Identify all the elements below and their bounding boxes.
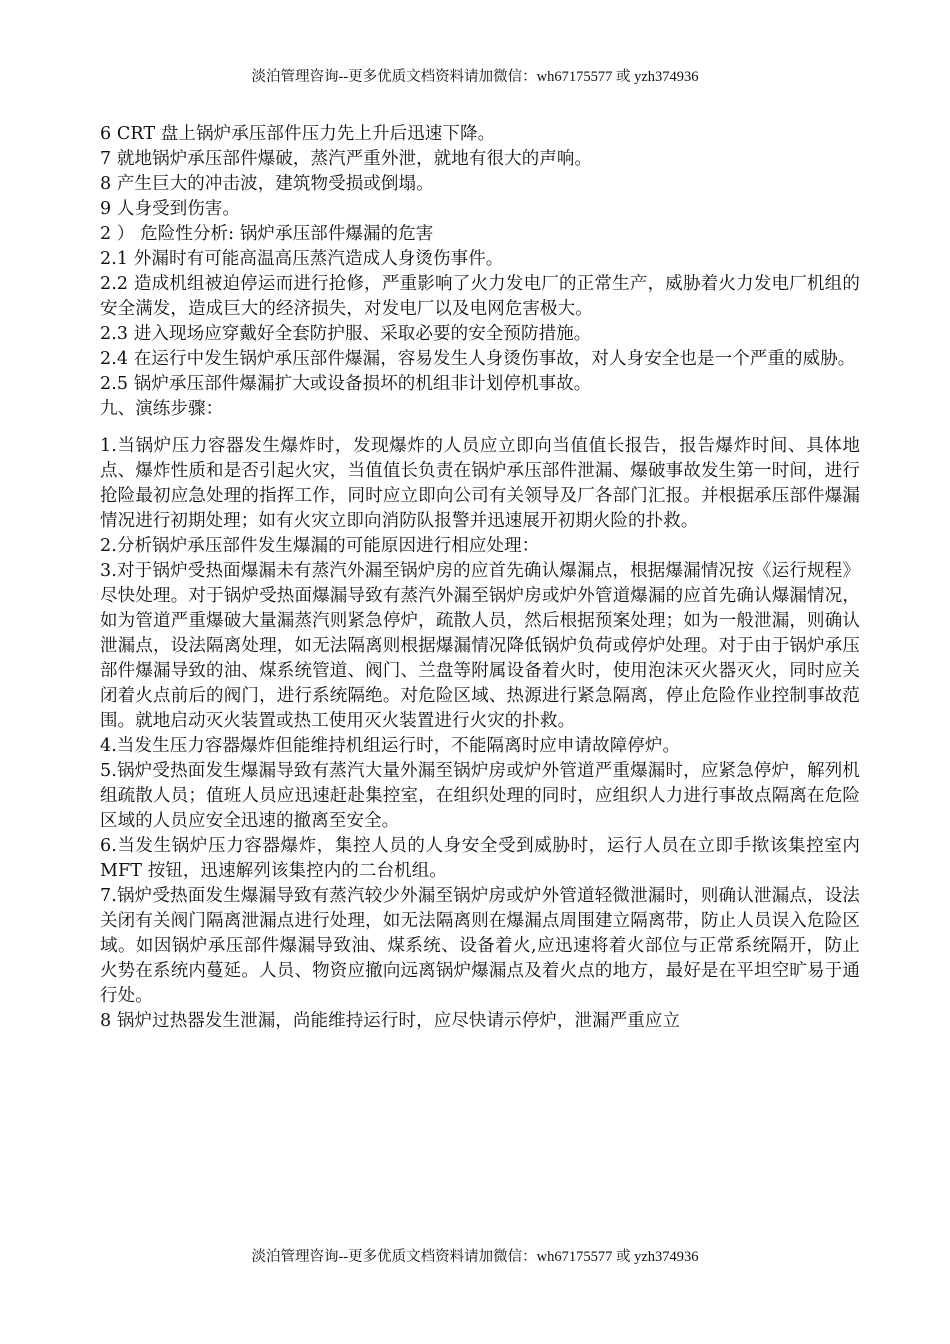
step-paragraph: 8 锅炉过热器发生泄漏，尚能维持运行时，应尽快请示停炉，泄漏严重应立 [100, 1011, 681, 1031]
section-heading: 2 ） 危险性分析: 锅炉承压部件爆漏的危害 [100, 224, 434, 244]
paragraph: 7 就地锅炉承压部件爆破，蒸汽严重外泄，就地有很大的声响。 [100, 149, 593, 169]
paragraph: 9 人身受到伤害。 [100, 199, 241, 219]
section-heading: 九、演练步骤： [100, 399, 224, 419]
spacer [100, 422, 860, 434]
paragraph: 6 CRT 盘上锅炉承压部件压力先上升后迅速下降。 [100, 124, 496, 144]
paragraph: 2.5 锅炉承压部件爆漏扩大或设备损坏的机组非计划停机事故。 [100, 374, 592, 394]
step-paragraph: 1.当锅炉压力容器发生爆炸时，发现爆炸的人员应立即向当值值长报告，报告爆炸时间、具体地点、爆炸性质和是否引起火灾，当值值长负责在锅炉承压部件泄漏、爆破事故发生第一时间，进行抢险最初应急处理的指挥工作，同时应立即向公司有关领导及厂各部门汇报。并根据承压部件爆漏情况进行初期处理；如有火灾立即向消防队报警并迅速展开初期火险的扑救。 [100, 436, 860, 531]
paragraph: 2.4 在运行中发生锅炉承压部件爆漏，容易发生人身烫伤事故，对人身安全也是一个严重的威胁。 [100, 349, 856, 369]
step-paragraph: 5.锅炉受热面发生爆漏导致有蒸汽大量外漏至锅炉房或炉外管道严重爆漏时，应紧急停炉，解列机组疏散人员；值班人员应迅速赶赴集控室，在组织处理的同时，应组织人力进行事故点隔离在危险区域的人员应安全迅速的撤离至安全。 [100, 761, 860, 831]
step-paragraph: 4.当发生压力容器爆炸但能维持机组运行时，不能隔离时应申请故障停炉。 [100, 736, 681, 756]
step-paragraph: 7.锅炉受热面发生爆漏导致有蒸汽较少外漏至锅炉房或炉外管道轻微泄漏时，则确认泄漏点，设法关闭有关阀门隔离泄漏点进行处理，如无法隔离则在爆漏点周围建立隔离带，防止人员误入危险区域。如因锅炉承压部件爆漏导致油、煤系统、设备着火,应迅速将着火部位与正常系统隔开，防止火势在系统内蔓延。人员、物资应撤向远离锅炉爆漏点及着火点的地方，最好是在平坦空旷易于通行处。 [100, 886, 860, 1006]
paragraph: 8 产生巨大的冲击波，建筑物受损或倒塌。 [100, 174, 434, 194]
step-paragraph: 6.当发生锅炉压力容器爆炸，集控人员的人身安全受到威胁时，运行人员在立即手揿该集控室内 MFT 按钮，迅速解列该集控内的二台机组。 [100, 836, 860, 881]
paragraph: 2.1 外漏时有可能高温高压蒸汽造成人身烫伤事件。 [100, 249, 504, 269]
paragraph: 2.2 造成机组被迫停运而进行抢修，严重影响了火力发电厂的正常生产，威胁着火力发电厂机组的安全满发，造成巨大的经济损失，对发电厂以及电网危害极大。 [100, 274, 860, 319]
page-footer: 淡泊管理咨询--更多优质文档资料请加微信：wh67175577 或 yzh374936 [251, 1249, 699, 1265]
page-header: 淡泊管理咨询--更多优质文档资料请加微信：wh67175577 或 yzh374936 [251, 69, 699, 85]
step-paragraph: 3.对于锅炉受热面爆漏未有蒸汽外漏至锅炉房的应首先确认爆漏点，根据爆漏情况按《运行规程》尽快处理。对于锅炉受热面爆漏导致有蒸汽外漏至锅炉房或炉外管道爆漏的应首先确认爆漏情况，如为管道严重爆破大量漏蒸汽则紧急停炉，疏散人员，然后根据预案处理；如为一般泄漏，则确认泄漏点，设法隔离处理，如无法隔离则根据爆漏情况降低锅炉负荷或停炉处理。对于由于锅炉承压部件爆漏导致的油、煤系统管道、阀门、兰盘等附属设备着火时，使用泡沫灭火器灭火，同时应关闭着火点前后的阀门，进行系统隔绝。对危险区域、热源进行紧急隔离，停止危险作业控制事故范围。就地启动灭火装置或热工使用灭火装置进行火灾的扑救。 [100, 561, 860, 731]
step-paragraph: 2.分析锅炉承压部件发生爆漏的可能原因进行相应处理： [100, 536, 540, 556]
paragraph: 2.3 进入现场应穿戴好全套防护服、采取必要的安全预防措施。 [100, 324, 592, 344]
document-body [100, 122, 860, 1034]
